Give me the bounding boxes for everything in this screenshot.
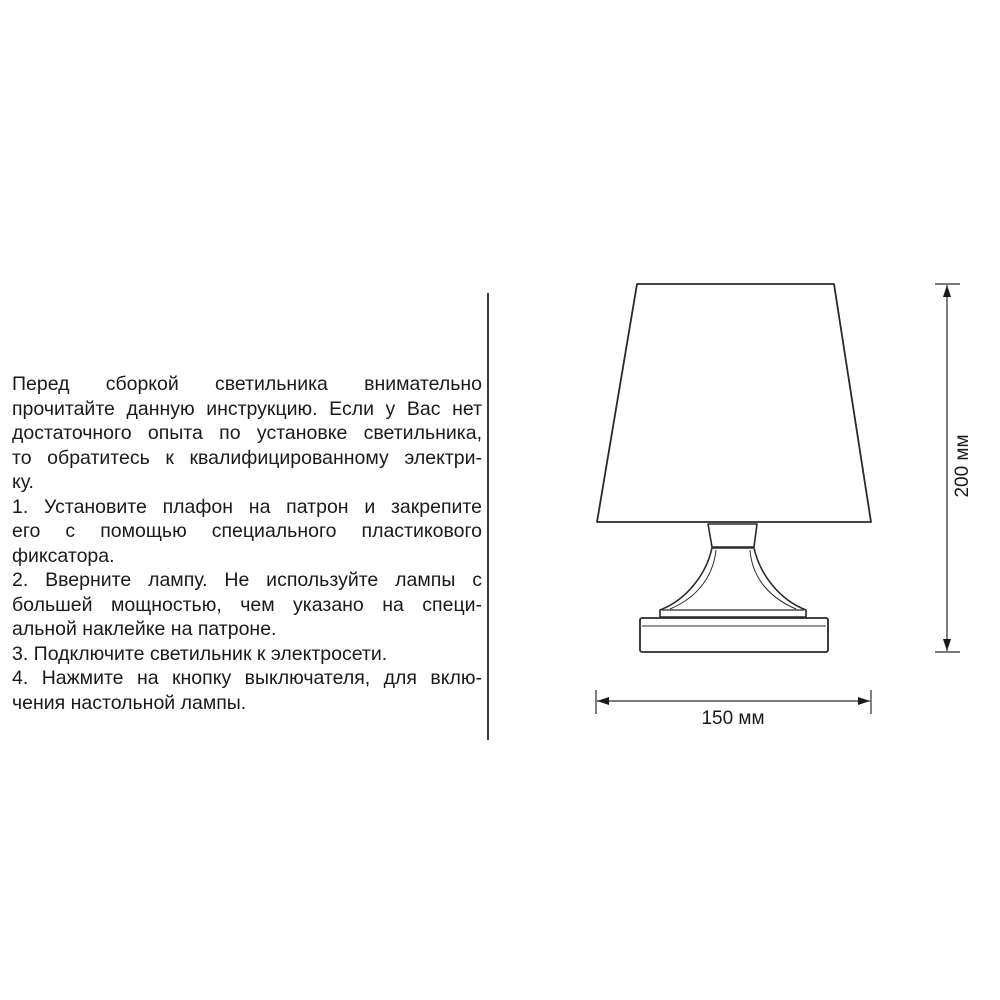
instruction-line: чения настольной лампы. <box>12 691 247 714</box>
instruction-line: его с помощью специального пластикового <box>12 520 482 542</box>
instruction-line: Перед сборкой светильника внимательно <box>12 373 482 395</box>
width-dimension-label: 150 мм <box>701 708 765 729</box>
lamp-shade <box>597 284 871 522</box>
instruction-line: большей мощностью, чем указано на специ- <box>12 593 482 616</box>
lamp-socket <box>708 524 757 547</box>
instruction-line: прочитайте данную инструкцию. Если у Вас нет <box>12 397 482 420</box>
lamp-base <box>640 618 828 652</box>
instruction-step-2: 2. Вверните лампу. Не используйте лампы с <box>12 569 482 591</box>
instruction-line: ку. <box>12 471 34 493</box>
instruction-line: достаточного опыта по установке светильника, <box>12 422 482 444</box>
instruction-line: альной наклейке на патроне. <box>12 618 277 640</box>
instruction-line: то обратитесь к квалифицированному электри- <box>12 446 482 469</box>
instruction-step-3: 3. Подключите светильник к электросети. <box>12 642 388 665</box>
instruction-step-1: 1. Установите плафон на патрон и закрепите <box>12 495 482 518</box>
instruction-line: фиксатора. <box>12 544 115 567</box>
lamp-pedestal <box>660 548 806 617</box>
instruction-step-4: 4. Нажмите на кнопку выключателя, для вклю- <box>12 667 482 689</box>
height-dimension-label: 200 мм <box>952 434 973 498</box>
